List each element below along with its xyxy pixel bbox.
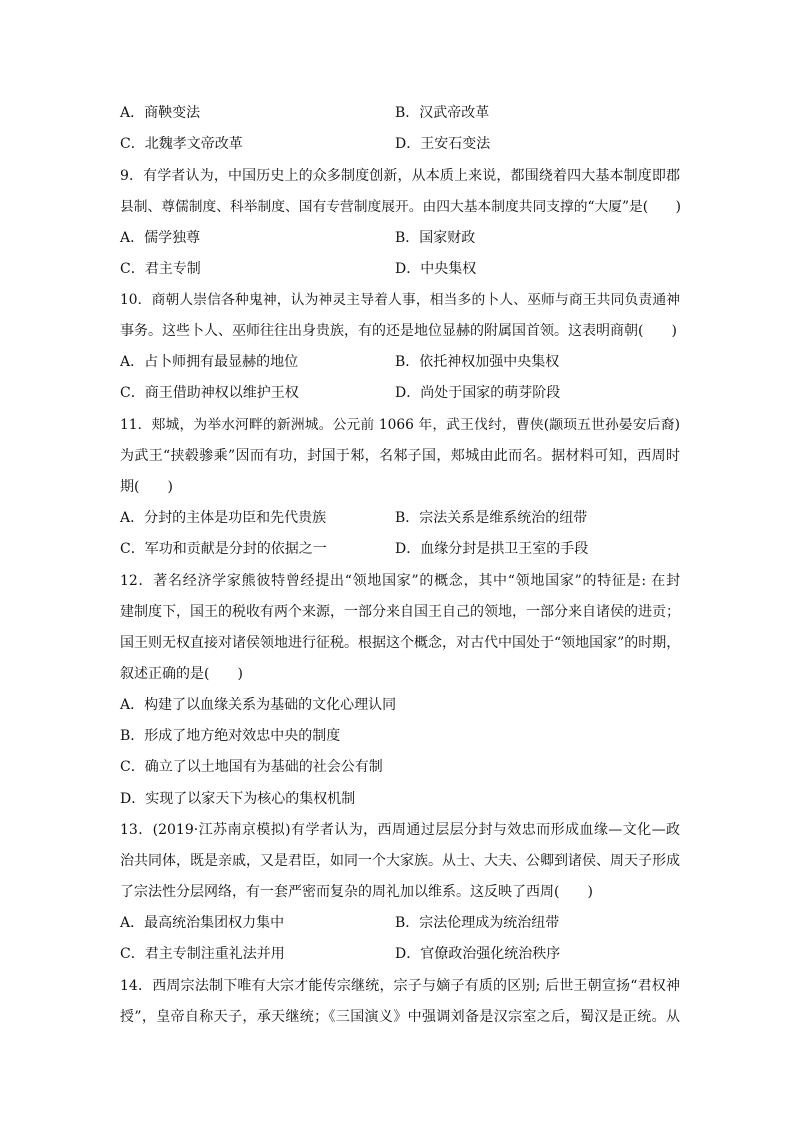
q10-stem-line-2: 事务。这些卜人、巫师往往出身贵族，有的还是地位显赫的附属国首领。这表明商朝( ) <box>120 323 677 339</box>
q9-option-d[interactable]: D．中央集权 <box>395 261 477 277</box>
q12-stem-line-2: 建制度下，国王的税收有两个来源，一部分来自国王自己的领地，一部分来自诸侯的进贡； <box>120 604 680 620</box>
q13-option-b[interactable]: B．宗法伦理成为统治纽带 <box>395 915 560 931</box>
q9-option-a[interactable]: A．儒学独尊 <box>120 230 201 246</box>
q12-stem-line-1: 12．著名经济学家熊彼特曾经提出“领地国家”的概念，其中“领地国家”的特征是: 在封 <box>120 573 680 589</box>
q11-option-c[interactable]: C．军功和贡献是分封的依据之一 <box>120 541 327 557</box>
q8-option-b[interactable]: B．汉武帝改革 <box>395 105 490 121</box>
q12-stem-line-3: 国王则无权直接对诸侯领地进行征税。根据这个概念，对古代中国处于“领地国家”的时期， <box>120 635 681 651</box>
q11-stem-line-2: 为武王“挟毂骖乘”因而有功，封国于邾，名邾子国，郏城由此而名。据材料可知，西周时 <box>120 448 680 464</box>
q12-option-d[interactable]: D．实现了以家天下为核心的集权机制 <box>120 791 356 807</box>
q8-option-a[interactable]: A．商鞅变法 <box>120 105 201 121</box>
q11-stem-line-3: 期( ) <box>120 479 173 495</box>
q11-option-a[interactable]: A．分封的主体是功臣和先代贵族 <box>120 510 327 526</box>
q8-option-c[interactable]: C．北魏孝文帝改革 <box>120 136 243 152</box>
q11-option-d[interactable]: D．血缘分封是拱卫王室的手段 <box>395 541 589 557</box>
q10-option-a[interactable]: A．占卜师拥有最显赫的地位 <box>120 354 299 370</box>
q11-option-b[interactable]: B．宗法关系是维系统治的纽带 <box>395 510 588 526</box>
q13-stem-line-3: 了宗法性分层网络，有一套严密而复杂的周礼加以维系。这反映了西周( ) <box>120 884 593 900</box>
q13-stem-line-1: 13．(2019·江苏南京模拟)有学者认为，西周通过层层分封与效忠而形成血缘—文化—政 <box>120 822 680 838</box>
q13-stem-line-2: 治共同体，既是亲戚，又是君臣，如同一个大家族。从士、大夫、公卿到诸侯、周天子形成 <box>120 853 680 869</box>
q14-stem-line-1: 14．西周宗法制下唯有大宗才能传宗继统，宗子与嫡子有质的区别; 后世王朝宣扬“君权神 <box>120 978 680 994</box>
q10-option-b[interactable]: B．依托神权加强中央集权 <box>395 354 560 370</box>
q12-stem-line-4: 叙述正确的是( ) <box>120 666 243 682</box>
q11-stem-line-1: 11．郏城，为举水河畔的新洲城。公元前 1066 年，武王伐纣，曹侠(颛顼五世孙晏安后裔) <box>120 417 680 433</box>
q10-stem-line-1: 10．商朝人崇信各种鬼神，认为神灵主导着人事，相当多的卜人、巫师与商王共同负责通神 <box>120 292 680 308</box>
q9-stem-line-1: 9．有学者认为，中国历史上的众多制度创新，从本质上来说，都围绕着四大基本制度即郡 <box>120 168 680 184</box>
q12-option-b[interactable]: B．形成了地方绝对效忠中央的制度 <box>120 728 341 744</box>
q13-option-c[interactable]: C．君主专制注重礼法并用 <box>120 946 285 962</box>
q10-option-c[interactable]: C．商王借助神权以维护王权 <box>120 385 299 401</box>
q10-option-d[interactable]: D．尚处于国家的萌芽阶段 <box>395 385 561 401</box>
q9-option-c[interactable]: C．君主专制 <box>120 261 201 277</box>
q12-option-a[interactable]: A．构建了以血缘关系为基础的文化心理认同 <box>120 697 397 713</box>
q9-option-b[interactable]: B．国家财政 <box>395 230 476 246</box>
q9-stem-line-2: 县制、尊儒制度、科举制度、国有专营制度展开。由四大基本制度共同支撑的“大厦”是( ) <box>120 199 682 215</box>
q12-option-c[interactable]: C．确立了以土地国有为基础的社会公有制 <box>120 759 383 775</box>
q14-stem-line-2: 授”，皇帝自称天子，承天继统；《三国演义》中强调刘备是汉宗室之后，蜀汉是正统。从 <box>120 1009 680 1025</box>
q8-option-d[interactable]: D．王安石变法 <box>395 136 491 152</box>
q13-option-d[interactable]: D．官僚政治强化统治秩序 <box>395 946 561 962</box>
q13-option-a[interactable]: A．最高统治集团权力集中 <box>120 915 285 931</box>
